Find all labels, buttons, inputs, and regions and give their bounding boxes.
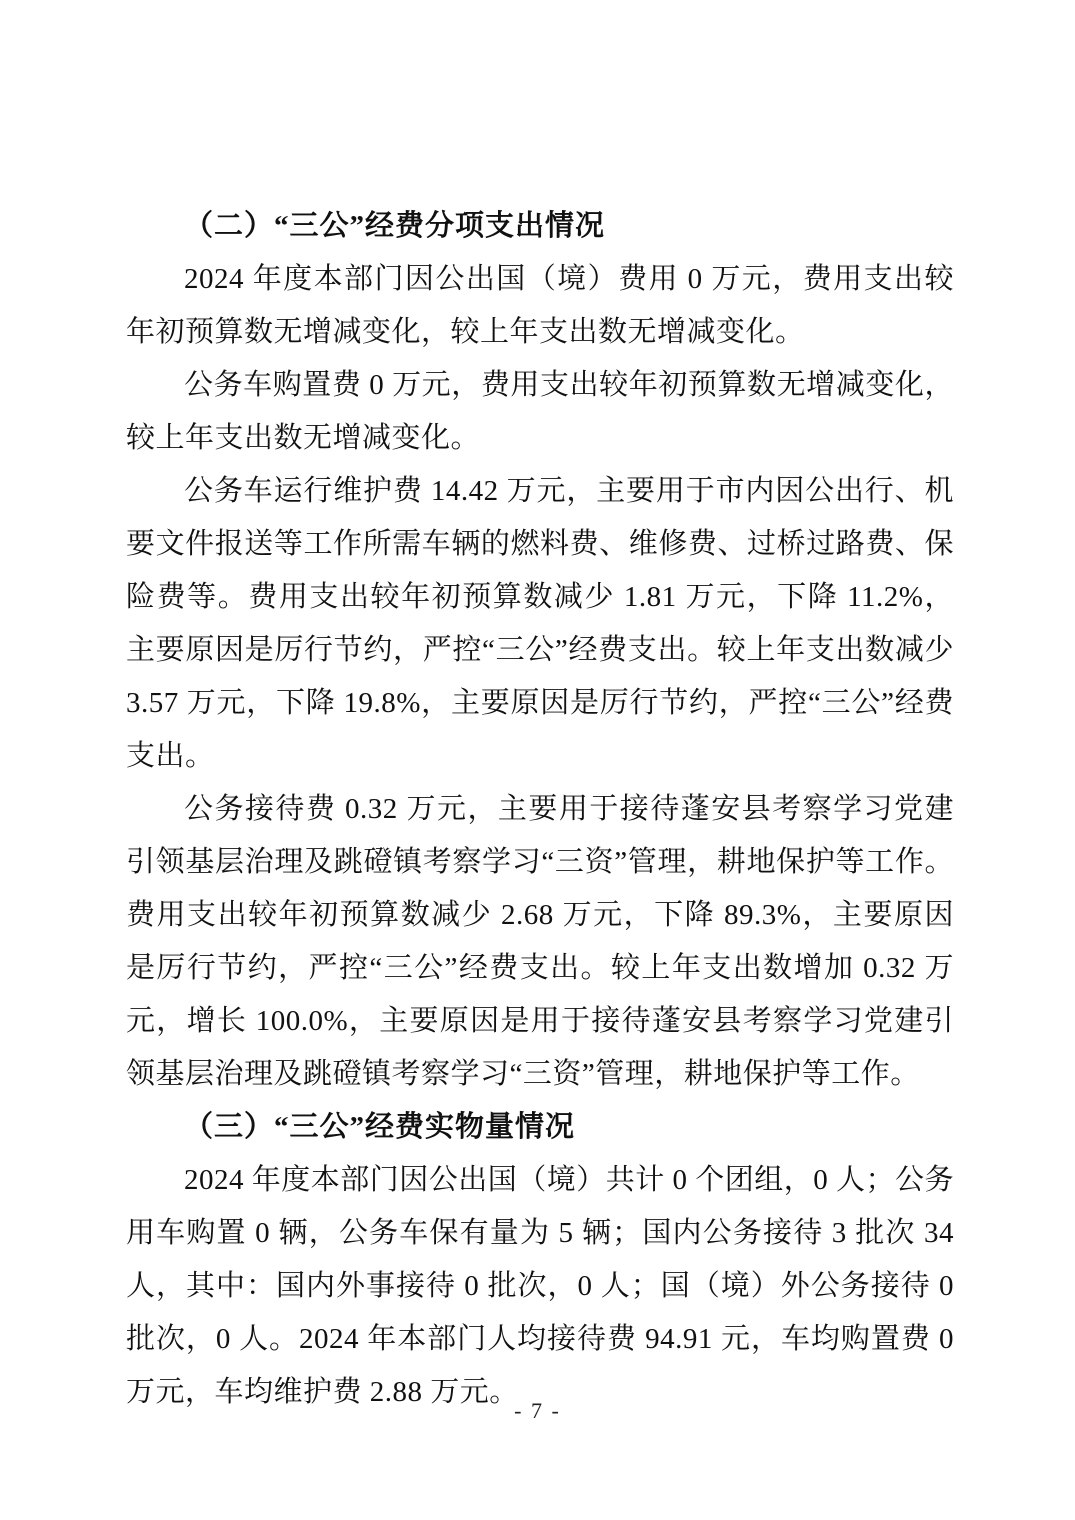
section-heading-3: （三）“三公”经费实物量情况	[184, 1111, 576, 1143]
page-number: - 7 -	[514, 1398, 561, 1423]
paragraph-vehicle-purchase: 公务车购置费 0 万元，费用支出较年初预算数无增减变化，较上年支出数无增减变化。	[126, 369, 954, 454]
paragraph-vehicle-maintenance: 公务车运行维护费 14.42 万元，主要用于市内因公出行、机要文件报送等工作所需车辆的燃料费、维修费、过桥过路费、保险费等。费用支出较年初预算数减少 1.81 万元，下降 11.2%，主要原因是厉行节约，严控“三公”经费支出。较上年支出数减少 3.57 万元，下降 19.8%，主要原因是厉行节约，严控“三公”经费支出。	[126, 475, 954, 772]
paragraph-physical-quantity: 2024 年度本部门因公出国（境）共计 0 个团组，0 人；公务用车购置 0 辆，公务车保有量为 5 辆；国内公务接待 3 批次 34 人，其中：国内外事接待 0 批次，0 人；国（境）外公务接待 0 批次，0 人。2024 年本部门人均接待费 94.91 元，车均购置费 0 万元，车均维护费 2.88 万元。	[126, 1164, 955, 1408]
paragraph-official-reception: 公务接待费 0.32 万元，主要用于接待蓬安县考察学习党建引领基层治理及跳磴镇考察学习“三资”管理，耕地保护等工作。费用支出较年初预算数减少 2.68 万元，下降 89.3%，主要原因是厉行节约，严控“三公”经费支出。较上年支出数增加 0.32 万元，增长 100.0%，主要原因是用于接待蓬安县考察学习党建引领基层治理及跳磴镇考察学习“三资”管理，耕地保护等工作。	[126, 793, 954, 1090]
paragraph-overseas-travel: 2024 年度本部门因公出国（境）费用 0 万元，费用支出较年初预算数无增减变化，较上年支出数无增减变化。	[126, 263, 954, 348]
document-body	[126, 200, 954, 1419]
section-heading-2: （二）“三公”经费分项支出情况	[184, 210, 606, 242]
